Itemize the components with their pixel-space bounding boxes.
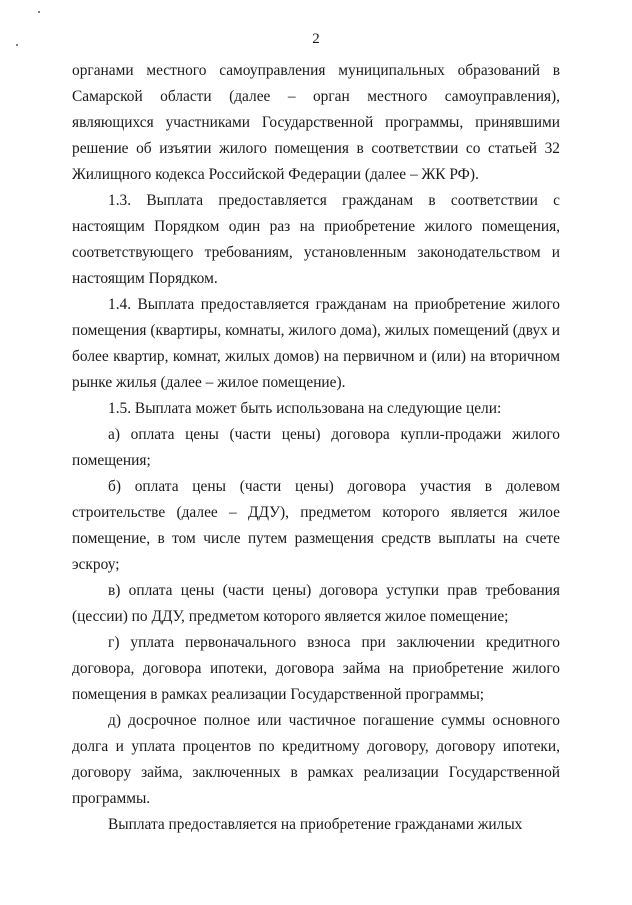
scan-speck [38,11,40,13]
document-body [72,58,560,838]
list-item-a: а) оплата цены (части цены) договора купли-продажи жилого помещения; [72,426,560,469]
paragraph-continuation: органами местного самоуправления муниципальных образований в Самарской области (далее – орган местного самоуправления), являющихся участниками Государственной программы, принявшими решение об изъятии жилого помещения в соответствии со статьей 32 Жилищного кодекса Российской Федерации (далее – ЖК РФ). [72,62,560,183]
list-item-b: б) оплата цены (части цены) договора участия в долевом строительстве (далее – ДДУ), предметом которого является жилое помещение, в том числе путем размещения средств выплаты на счете эскроу; [72,478,560,573]
page-number: 2 [312,31,320,47]
list-item-d: д) досрочное полное или частичное погашение суммы основного долга и уплата процентов по кредитному договору, договору ипотеки, договору займа, заключенных в рамках реализации Государственной программы. [72,712,560,807]
list-item-v: в) оплата цены (части цены) договора уступки прав требования (цессии) по ДДУ, предметом которого является жилое помещение; [72,582,560,625]
paragraph-final: Выплата предоставляется на приобретение гражданами жилых [108,816,523,833]
paragraph-1-3: 1.3. Выплата предоставляется гражданам в соответствии с настоящим Порядком один раз на приобретение жилого помещения, соответствующего требованиям, установленным законодательством и настоящим Порядком. [72,192,560,287]
list-item-g: г) уплата первоначального взноса при заключении кредитного договора, договора ипотеки, договора займа на приобретение жилого помещения в рамках реализации Государственной программы; [72,634,560,703]
paragraph-1-5: 1.5. Выплата может быть использована на следующие цели: [108,400,502,417]
paragraph-1-4: 1.4. Выплата предоставляется гражданам на приобретение жилого помещения (квартиры, комнаты, жилого дома), жилых помещений (двух и более квартир, комнат, жилых домов) на первичном и (или) на вторичном рынке жилья (далее – жилое помещение). [72,296,560,391]
